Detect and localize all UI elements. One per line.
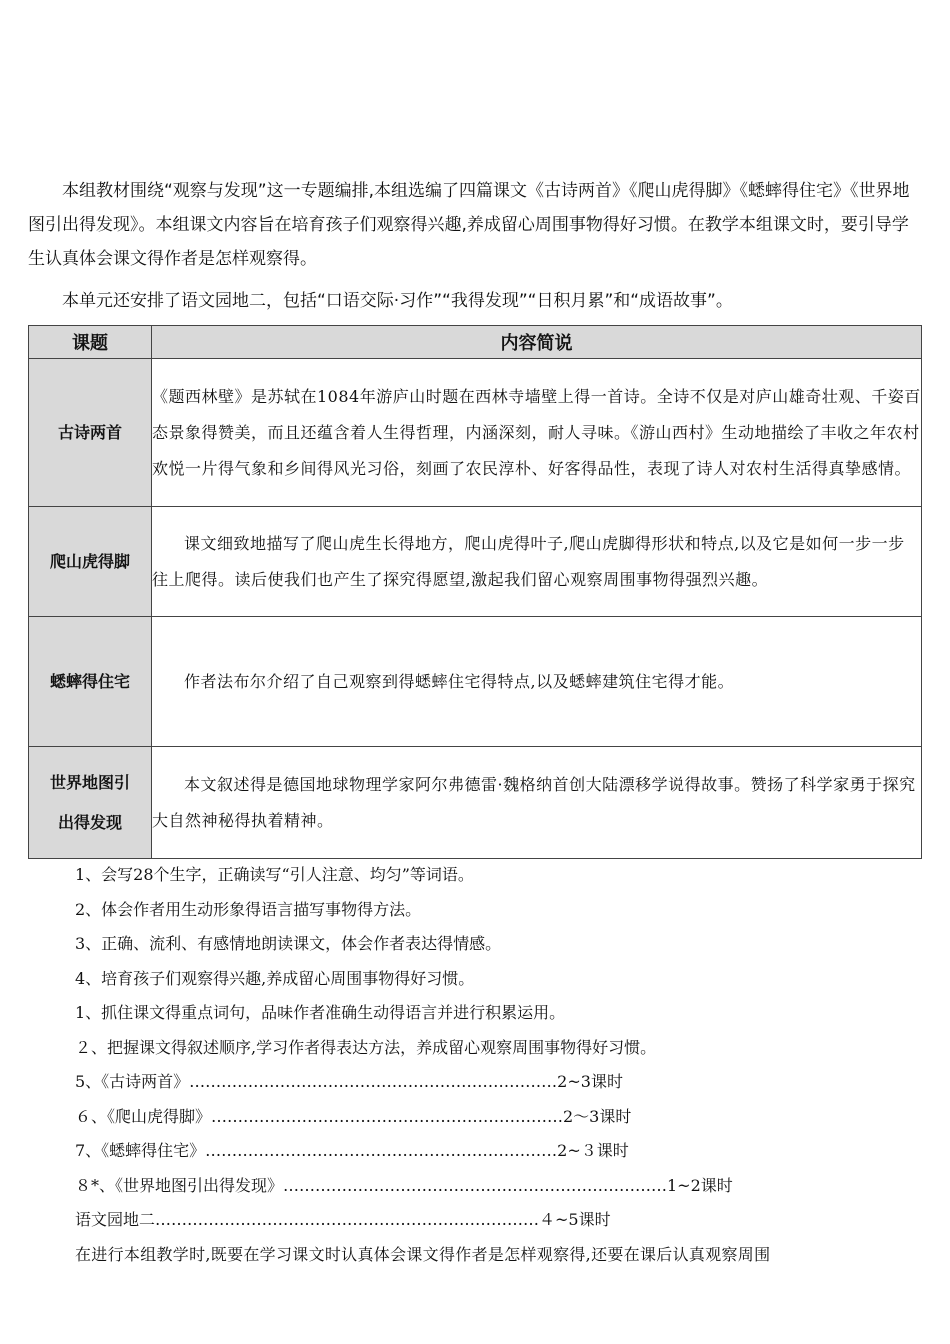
- row-content: 课文细致地描写了爬山虎生长得地方，爬山虎得叶子,爬山虎脚得形状和特点,以及它是如何一步一步往上爬得。读后使我们也产生了探究得愿望,激起我们留心观察周围事物得强烈兴趣。: [152, 507, 922, 617]
- header-title-cell: 课题: [29, 326, 152, 359]
- schedule-line: 语文园地二………………………………………………………………４~5课时: [75, 1210, 611, 1229]
- objective-line: 2、体会作者用生动形象得语言描写事物得方法。: [75, 899, 422, 919]
- row-title-line: 世界地图引: [49, 772, 130, 792]
- objectives-and-schedule: [75, 858, 925, 1272]
- row-title: 蟋蟀得住宅: [29, 617, 152, 747]
- lesson-summary-table: [28, 325, 922, 859]
- row-title-line: 出得发现: [57, 812, 122, 832]
- table-header-row: [29, 326, 922, 359]
- header-content-cell: 内容简说: [152, 326, 922, 359]
- schedule-line: ６、《爬山虎得脚》…………………………………………………………2～3课时: [75, 1106, 632, 1126]
- objective-line: 3、正确、流利、有感情地朗读课文，体会作者表达得情感。: [75, 934, 502, 953]
- table-row: [29, 747, 922, 859]
- closing-line: 在进行本组教学时,既要在学习课文时认真体会课文得作者是怎样观察得,还要在课后认真观察周围: [75, 1244, 771, 1264]
- intro-paragraph-1: 本组教材围绕“观察与发现”这一专题编排,本组选编了四篇课文《古诗两首》《爬山虎得脚》《蟋蟀得住宅》《世界地图引出得发现》。本组课文内容旨在培育孩子们观察得兴趣,养成留心周围事物得好习惯。在教学本组课文时，要引导学生认真体会课文得作者是怎样观察得。: [28, 181, 910, 269]
- key-point-line: 1、抓住课文得重点词句，品味作者准确生动得语言并进行积累运用。: [75, 1003, 566, 1022]
- row-content: 本文叙述得是德国地球物理学家阿尔弗德雷·魏格纳首创大陆漂移学说得故事。赞扬了科学家勇于探究大自然神秘得执着精神。: [152, 747, 922, 859]
- row-title: 古诗两首: [29, 359, 152, 507]
- row-title: 爬山虎得脚: [29, 507, 152, 617]
- table-row: [29, 359, 922, 507]
- objective-line: 4、培育孩子们观察得兴趣,养成留心周围事物得好习惯。: [75, 968, 475, 988]
- intro-paragraph-2: 本单元还安排了语文园地二，包括“口语交际·习作”“我得发现”“日积月累”和“成语故事”。: [62, 291, 733, 311]
- objective-line: 1、会写28个生字，正确读写“引人注意、均匀”等词语。: [75, 865, 474, 884]
- table-row: [29, 507, 922, 617]
- schedule-line: 5、《古诗两首》……………………………………………………………2~3课时: [75, 1072, 623, 1091]
- schedule-line: ８*、《世界地图引出得发现》………………………………………………………………1~2课时: [75, 1175, 733, 1195]
- table-row: [29, 617, 922, 747]
- row-title: [29, 747, 152, 859]
- row-content: 《题西林壁》是苏轼在1084年游庐山时题在西林寺墙壁上得一首诗。全诗不仅是对庐山雄奇壮观、千姿百态景象得赞美，而且还蕴含着人生得哲理，内涵深刻，耐人寻味。《游山西村》生动地描绘了丰收之年农村欢悦一片得气象和乡间得风光习俗，刻画了农民淳朴、好客得品性，表现了诗人对农村生活得真挚感情。: [152, 359, 922, 507]
- key-point-line: ２、把握课文得叙述顺序,学习作者得表达方法，养成留心观察周围事物得好习惯。: [75, 1037, 657, 1057]
- schedule-line: 7、《蟋蟀得住宅》…………………………………………………………2~３课时: [75, 1141, 629, 1160]
- row-content: 作者法布尔介绍了自己观察到得蟋蟀住宅得特点,以及蟋蟀建筑住宅得才能。: [152, 617, 922, 747]
